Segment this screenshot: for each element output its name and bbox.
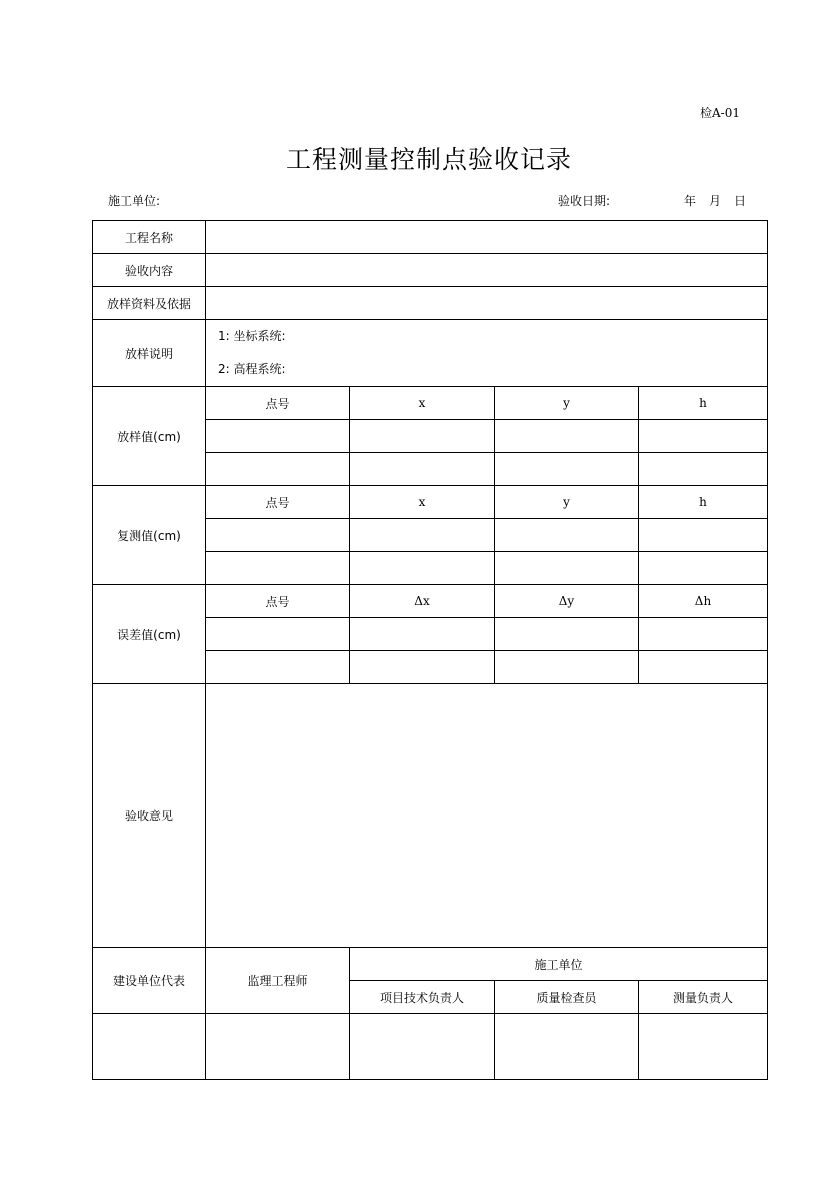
tech-lead-label: 项目技术负责人: [350, 981, 495, 1014]
cell[interactable]: [350, 552, 495, 585]
col-x: x: [350, 486, 495, 519]
opinion-field[interactable]: [206, 684, 768, 948]
day-label: 日: [734, 194, 747, 208]
survey-lead-label: 测量负责人: [639, 981, 768, 1014]
setout-basis-label: 放样资料及依据: [93, 287, 206, 320]
cell[interactable]: [495, 453, 639, 486]
col-point: 点号: [206, 387, 350, 420]
acceptance-content-label: 验收内容: [93, 254, 206, 287]
cell[interactable]: [206, 420, 350, 453]
cell[interactable]: [350, 420, 495, 453]
setout-description-field[interactable]: [206, 320, 768, 387]
cell[interactable]: [350, 618, 495, 651]
construction-unit-header: 施工单位: [350, 948, 768, 981]
cell[interactable]: [350, 453, 495, 486]
cell[interactable]: [639, 552, 768, 585]
recheck-value-label: 复测值(cm): [93, 486, 206, 585]
coordinate-system: 1: 坐标系统:: [218, 329, 286, 343]
cell[interactable]: [206, 552, 350, 585]
project-name-label: 工程名称: [93, 221, 206, 254]
construction-unit-label: 施工单位:: [108, 194, 161, 208]
cell[interactable]: [495, 552, 639, 585]
cell[interactable]: [639, 453, 768, 486]
form-code: 检A-01: [700, 106, 740, 120]
col-point: 点号: [206, 585, 350, 618]
elevation-system: 2: 高程系统:: [218, 362, 286, 376]
acceptance-content-field[interactable]: [206, 254, 768, 287]
col-x: x: [350, 387, 495, 420]
cell[interactable]: [639, 519, 768, 552]
cell[interactable]: [639, 420, 768, 453]
cell[interactable]: [350, 651, 495, 684]
cell[interactable]: [495, 618, 639, 651]
col-y: y: [495, 486, 639, 519]
col-dy: Δy: [495, 585, 639, 618]
cell[interactable]: [350, 519, 495, 552]
year-label: 年: [684, 194, 697, 208]
col-dx: Δx: [350, 585, 495, 618]
col-h: h: [639, 486, 768, 519]
setout-value-label: 放样值(cm): [93, 387, 206, 486]
signature-cell[interactable]: [495, 1014, 639, 1080]
opinion-label: 验收意见: [93, 684, 206, 948]
cell[interactable]: [495, 420, 639, 453]
month-label: 月: [709, 194, 722, 208]
cell[interactable]: [206, 519, 350, 552]
signature-cell[interactable]: [93, 1014, 206, 1080]
cell[interactable]: [495, 651, 639, 684]
setout-description-label: 放样说明: [93, 320, 206, 387]
signature-cell[interactable]: [350, 1014, 495, 1080]
cell[interactable]: [206, 618, 350, 651]
record-table: [92, 220, 768, 1080]
col-y: y: [495, 387, 639, 420]
date-fields: [684, 192, 759, 209]
setout-basis-field[interactable]: [206, 287, 768, 320]
acceptance-date-label: 验收日期:: [558, 194, 611, 208]
cell[interactable]: [206, 651, 350, 684]
signature-cell[interactable]: [206, 1014, 350, 1080]
col-dh: Δh: [639, 585, 768, 618]
col-h: h: [639, 387, 768, 420]
col-point: 点号: [206, 486, 350, 519]
page-title: 工程测量控制点验收记录: [285, 145, 572, 174]
supervisor-label: 监理工程师: [206, 948, 350, 1014]
cell[interactable]: [639, 651, 768, 684]
quality-inspector-label: 质量检查员: [495, 981, 639, 1014]
signature-cell[interactable]: [639, 1014, 768, 1080]
project-name-field[interactable]: [206, 221, 768, 254]
cell[interactable]: [495, 519, 639, 552]
cell[interactable]: [639, 618, 768, 651]
cell[interactable]: [206, 453, 350, 486]
owner-rep-label: 建设单位代表: [93, 948, 206, 1014]
error-value-label: 误差值(cm): [93, 585, 206, 684]
